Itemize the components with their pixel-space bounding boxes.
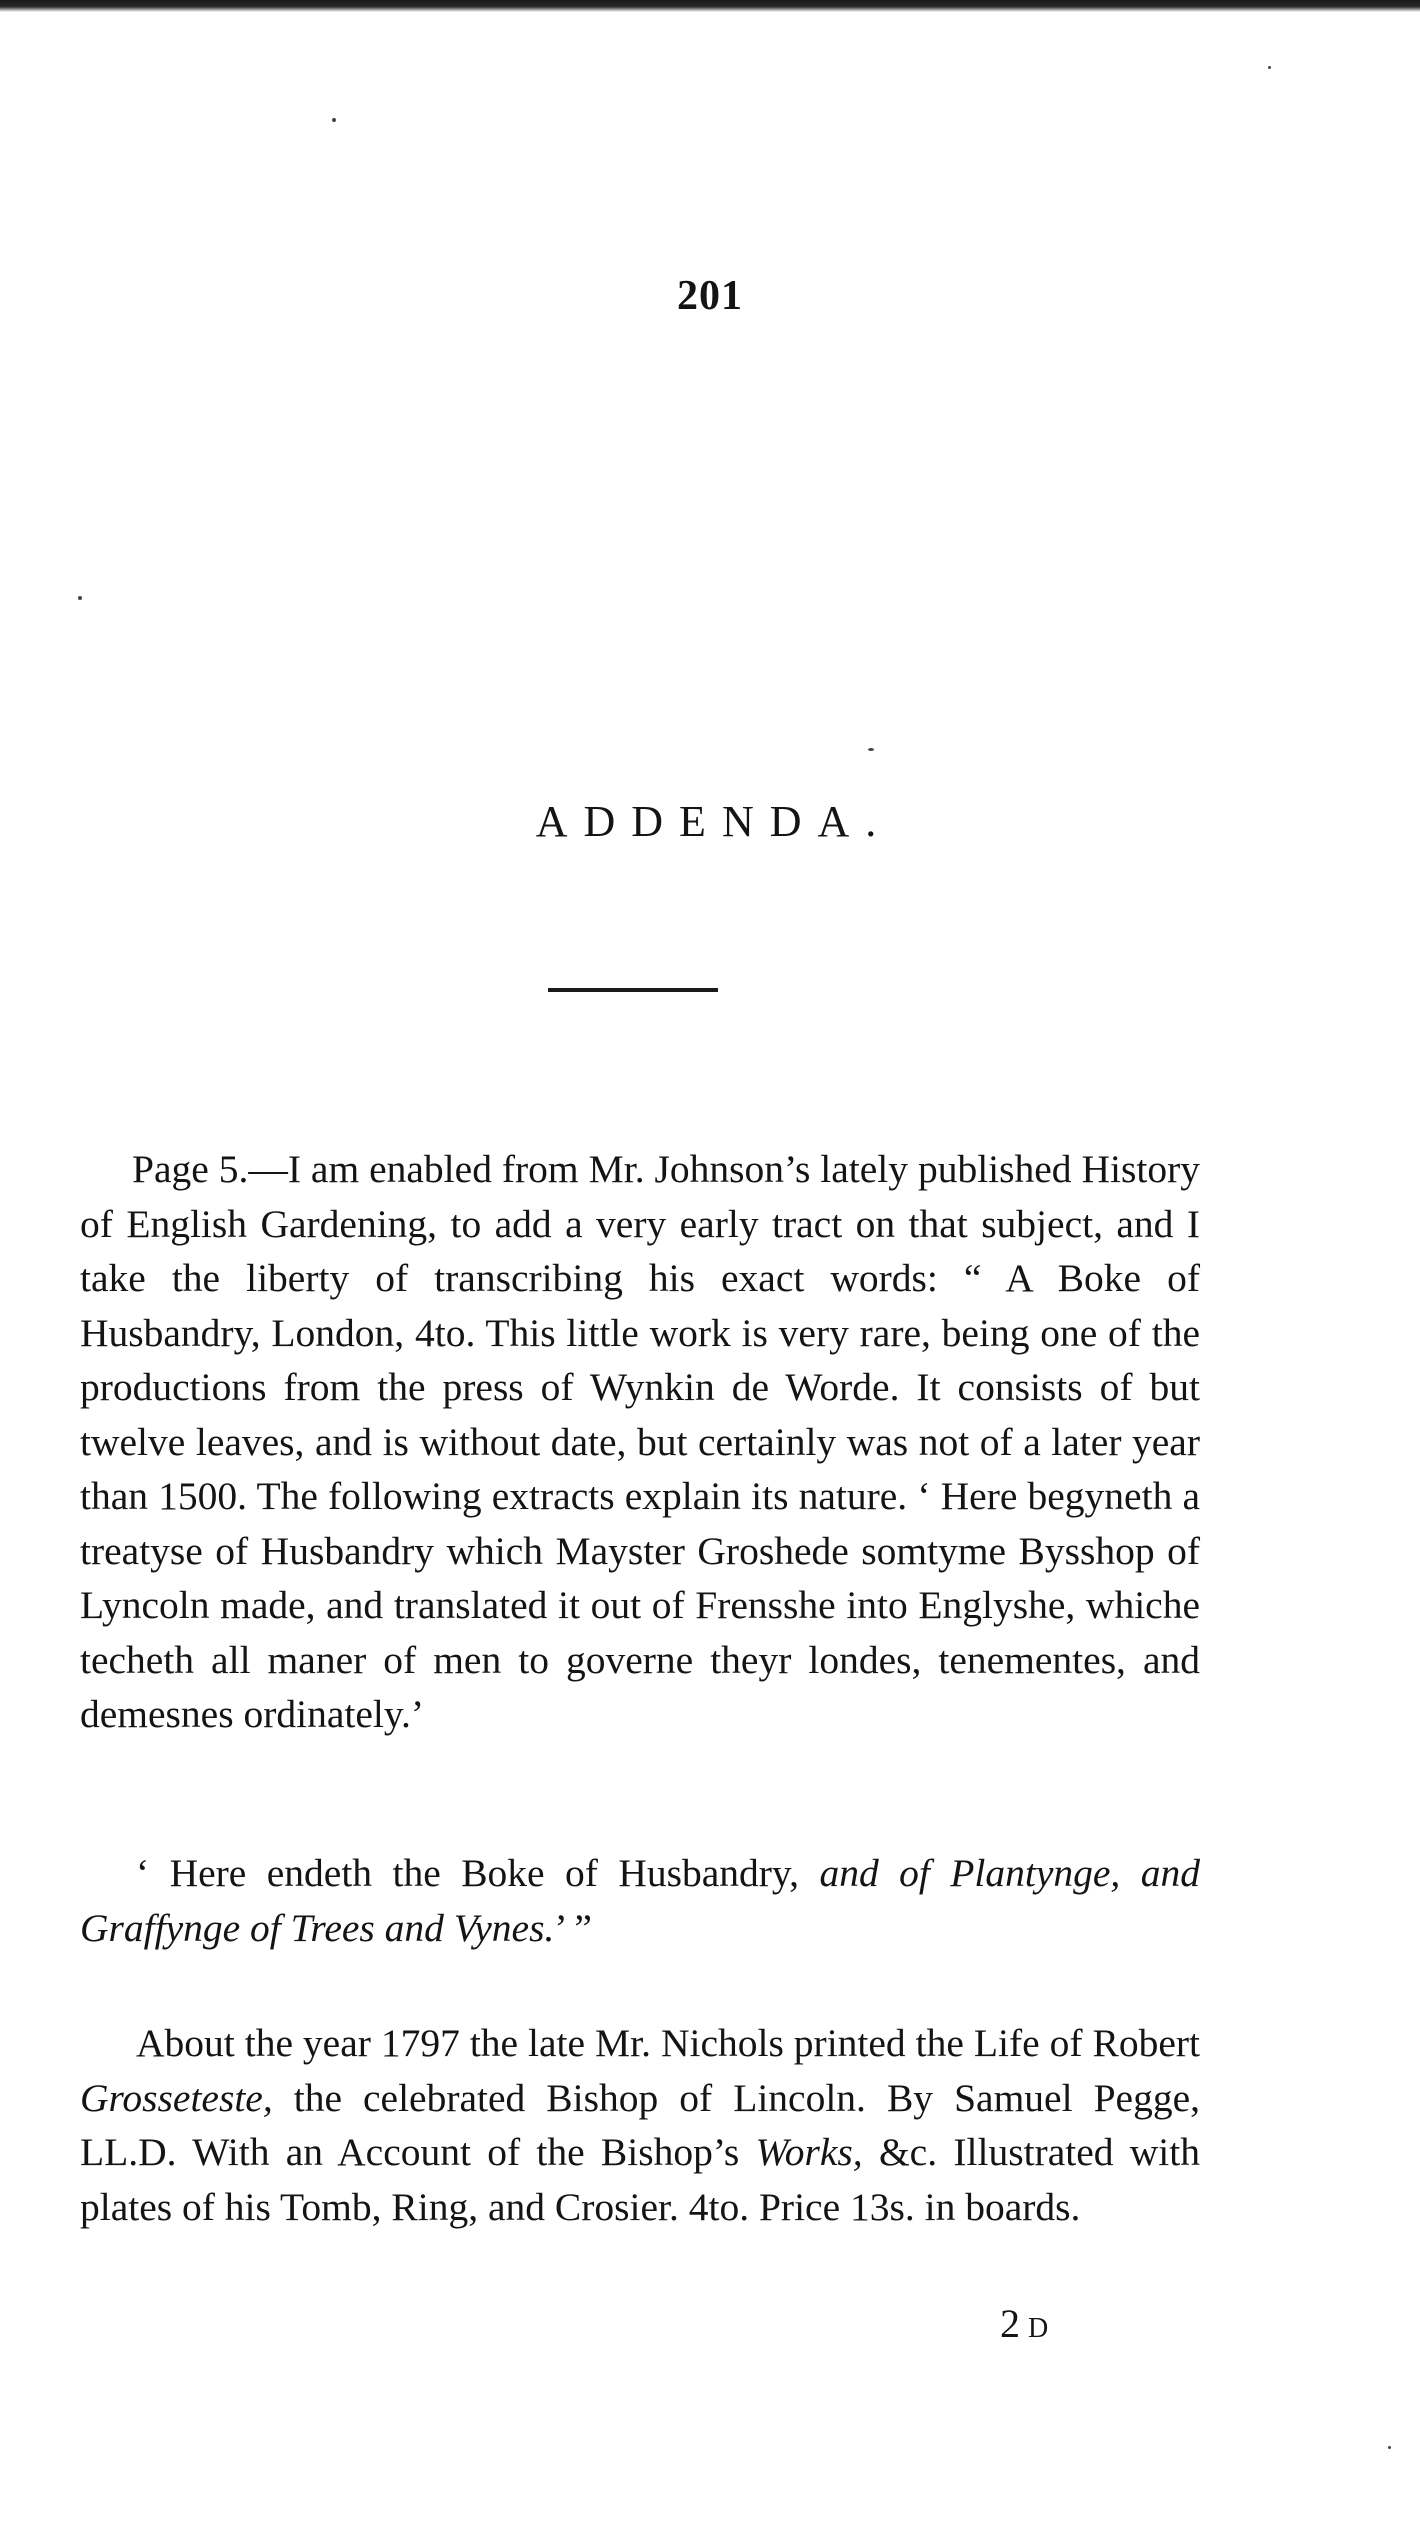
print-speck	[1268, 66, 1271, 69]
signature-mark	[1000, 2300, 1056, 2347]
paragraph-grosseteste-note	[80, 2016, 1200, 2234]
note-lead: Page 5.	[132, 1147, 249, 1191]
print-speck	[332, 118, 336, 122]
print-speck	[78, 596, 82, 600]
page-top-edge	[0, 0, 1420, 12]
grosseteste-italic-name: Grosseteste,	[80, 2075, 273, 2120]
note-text: —I am enabled from Mr. Johnson’s lately published History of English Gardening, to add a very early tract on that subject, and I take the liberty of transcribing his exact words: “ A Boke of Husbandry, London, 4to. This little work is very rare, being one of the productions from the press of Wynkin de Worde. It consists of but twelve leaves, and is without date, but certainly was not of a later year than 1500. The following extracts explain its nature. ‘ Here begyneth a treatyse of Husbandry which Mayster Groshede somtyme Bysshop of Lyncoln made, and translated it out of Frensshe into Englyshe, whiche techeth all maner of men to governe theyr londes, tenementes, and demesnes ordinately.’	[80, 1147, 1200, 1736]
page-number: 201	[677, 273, 743, 319]
section-heading: ADDENDA.	[535, 797, 893, 846]
signature-numeral: 2	[1000, 2301, 1028, 2346]
print-speck	[1388, 2446, 1391, 2449]
quote-end-text: ‘ Here endeth the Boke of Husbandry,	[136, 1851, 820, 1895]
grosseteste-text-1: About the year 1797 the late Mr. Nichols printed the Life of Robert	[136, 2021, 1200, 2065]
grosseteste-text-3: &c. Illustrated with plates of his Tomb, Ring, and Crosier. 4to. Price 13s. in boards.	[80, 2130, 1200, 2229]
grosseteste-text-2: the celebrated Bishop of Lincoln. By Samuel Pegge, LL.D. With an Account of the Bishop’s	[80, 2075, 1200, 2174]
quote-end-close: ’ ”	[554, 1905, 592, 1950]
paragraph-quotation-end	[80, 1846, 1200, 1955]
signature-letter: D	[1028, 2313, 1057, 2344]
heading-rule	[548, 988, 718, 992]
quote-end-italic: and of Plantynge, and Graffynge of Trees and Vynes.	[80, 1851, 1200, 1950]
grosseteste-italic-works: Works,	[755, 2130, 863, 2174]
paragraph-page-5-note	[80, 1142, 1200, 1742]
print-speck	[868, 748, 874, 751]
